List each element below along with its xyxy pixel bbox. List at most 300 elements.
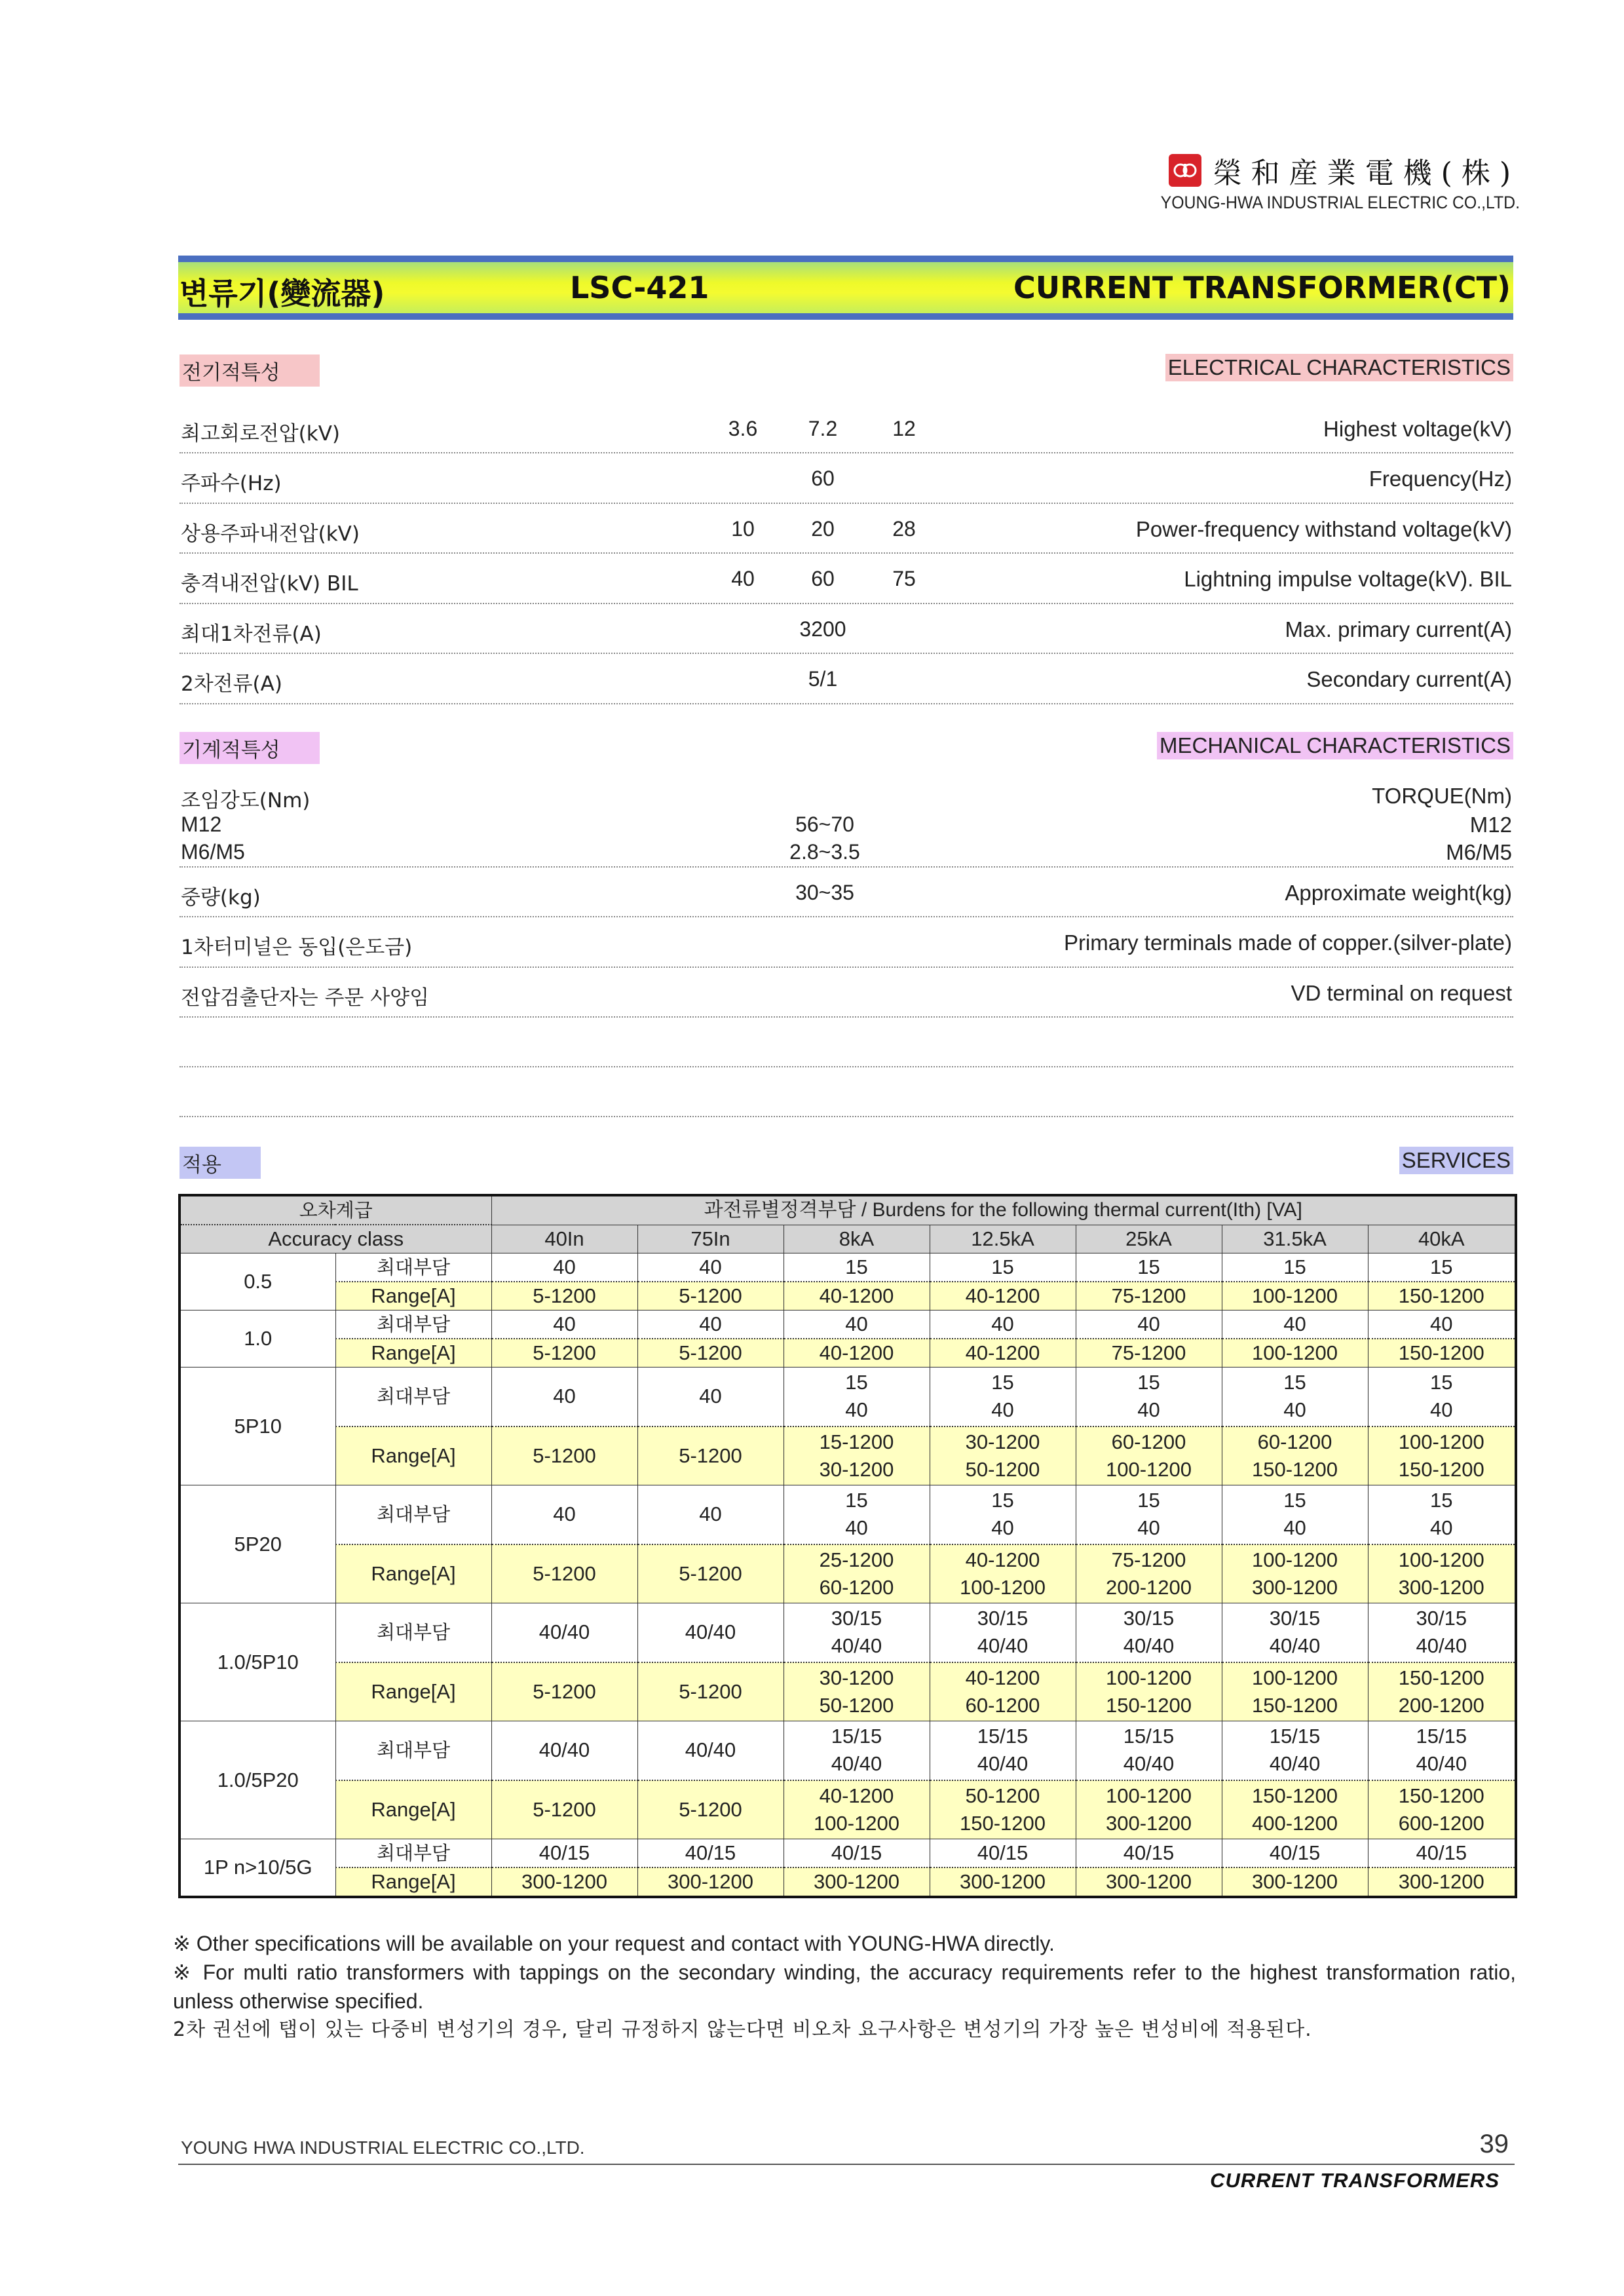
burden-cell [637,1253,784,1282]
table-cell-line: 5-1200 [679,1444,742,1467]
burden-cell [637,1603,784,1662]
burden-cell [930,1253,1076,1282]
spec-label-en: Lightning impulse voltage(kV). BIL [1184,567,1512,591]
table-cell-line: 40 [1283,1516,1306,1540]
range-cell [1076,1780,1222,1839]
range-label: Range[A] [335,1780,491,1839]
electrical-label-kr: 전기적특성 [179,354,320,387]
burden-cell [1076,1368,1222,1426]
table-cell-line: 40/40 [1416,1752,1467,1776]
burden-cell [1222,1485,1368,1544]
table-cell-line: 40-1200 [965,1548,1040,1571]
spec-row-highest-voltage [179,406,1513,453]
burden-cell [930,1485,1076,1544]
header-column: 31.5kA [1222,1225,1368,1253]
table-cell-line: 60-1200 [819,1575,894,1599]
table-cell-line: 30/15 [1269,1607,1321,1630]
spec-row-empty [179,1018,1513,1067]
table-row-range [179,1544,1516,1603]
spec-value: 20 [811,517,835,541]
services-label-en: SERVICES [1399,1147,1513,1174]
table-cell-line: 300-1200 [521,1870,607,1893]
burden-cell [1368,1485,1516,1544]
burden-cell [1368,1603,1516,1662]
terminal-label-en: Primary terminals made of copper.(silver-plate) [1063,930,1512,955]
burden-cell [930,1311,1076,1339]
weight-value: 30~35 [795,881,854,904]
burden-cell [491,1311,637,1339]
burden-cell [637,1368,784,1426]
burden-cell [491,1839,637,1868]
table-cell-line: 300-1200 [1105,1870,1192,1893]
table-cell-line: 40 [1283,1312,1306,1335]
spec-value: 12 [892,417,916,440]
table-cell-line: 15 [845,1255,868,1278]
table-cell-line: 15-1200 [819,1430,894,1453]
page-number: 39 [1479,2130,1509,2158]
torque-label-kr: 조임강도(Nm) [181,789,311,813]
burden-cell [1076,1253,1222,1282]
table-cell-line: 100-1200 [1105,1457,1192,1481]
table-cell-line: 40 [699,1385,722,1408]
table-cell-line: 40 [845,1398,868,1422]
burden-cell [784,1839,930,1868]
burden-cell [1368,1721,1516,1780]
burden-cell [1076,1603,1222,1662]
table-cell-line: 100-1200 [1105,1666,1192,1689]
spec-value: 60 [811,467,835,490]
range-cell [784,1339,930,1368]
spec-row-primary-terminal [179,917,1513,968]
table-cell-line: 40 [845,1312,868,1335]
table-cell-line: 150-1200 [1398,1784,1484,1807]
table-cell-line: 150-1200 [1251,1693,1338,1717]
burden-cell [1222,1839,1368,1868]
range-cell [930,1867,1076,1897]
range-cell [784,1662,930,1721]
note-1: ※ Other specifications will be available on your request and contact with YOUNG-HWA directly. [173,1932,1055,1955]
burden-cell [930,1839,1076,1868]
range-cell [637,1780,784,1839]
range-cell [1222,1662,1368,1721]
range-label: Range[A] [335,1867,491,1897]
table-cell-line: 5-1200 [533,1341,596,1364]
table-cell-line: 40 [1430,1516,1453,1540]
company-name-row [1107,149,1520,191]
spec-row-vd-terminal [179,968,1513,1018]
table-cell-line: 15 [845,1489,868,1512]
note-3: 2차 권선에 탭이 있는 다중비 변성기의 경우, 달리 규정하지 않는다면 비오차 요구사항은 변성기의 가장 높은 변성비에 적용된다. [173,2018,1312,2041]
table-cell-line: 40-1200 [819,1341,894,1364]
spec-value: 5/1 [808,667,838,691]
burden-cell [784,1253,930,1282]
table-cell-line: 15/15 [1269,1725,1321,1748]
spec-value: 7.2 [808,417,838,440]
table-row-burden [179,1368,1516,1426]
table-cell-line: 40 [991,1516,1014,1540]
max-burden-label: 최대부담 [335,1603,491,1662]
spec-label-kr: 2차전류(A) [181,672,282,696]
table-cell-line: 40/40 [1123,1634,1175,1658]
table-cell-line: 300-1200 [1251,1575,1338,1599]
range-cell [491,1544,637,1603]
range-cell [637,1282,784,1311]
table-header-row [179,1225,1516,1253]
range-cell [1368,1867,1516,1897]
note-2: ※ For multi ratio transformers with tappings on the secondary winding, the accuracy requirements refer to the highest transformation ratio, unless otherwise specified. [173,1961,1516,2013]
burden-cell [1222,1311,1368,1339]
range-label: Range[A] [335,1282,491,1311]
range-label: Range[A] [335,1426,491,1485]
table-cell-line: 75-1200 [1111,1341,1186,1364]
torque-m6-label-right: M6/M5 [1446,840,1512,864]
table-cell-line: 40 [845,1516,868,1540]
burden-cell [1222,1368,1368,1426]
vd-label-en: VD terminal on request [1291,981,1512,1005]
table-cell-line: 5-1200 [679,1561,742,1585]
title-band-bottom-stripe [178,313,1513,320]
table-cell-line: 40/40 [1269,1634,1321,1658]
torque-m12-label-right: M12 [1469,813,1512,837]
spec-row-impulse-voltage [179,554,1513,604]
table-cell-line: 30/15 [1123,1607,1175,1630]
burden-cell [1368,1311,1516,1339]
header-column: 8kA [784,1225,930,1253]
table-cell-line: 15 [1430,1371,1453,1394]
table-cell-line: 5-1200 [679,1679,742,1703]
burden-cell [1076,1839,1222,1868]
terminal-label-kr: 1차터미널은 동입(은도금) [181,936,413,959]
footer-section-title: CURRENT TRANSFORMERS [1210,2169,1500,2192]
vd-label-kr: 전압검출단자는 주문 사양임 [181,986,430,1010]
spec-label-en: Highest voltage(kV) [1323,417,1512,441]
table-cell-line: 150-1200 [1398,1284,1484,1307]
table-cell-line: 150-1200 [1398,1666,1484,1689]
table-header-row [179,1195,1516,1225]
range-cell [930,1426,1076,1485]
table-cell-line: 200-1200 [1398,1693,1484,1717]
burden-cell [491,1603,637,1662]
table-cell-line: 100-1200 [1251,1666,1338,1689]
table-cell-line: 40 [1137,1516,1160,1540]
table-cell-line: 30/15 [1416,1607,1467,1630]
table-cell-line: 40 [1137,1398,1160,1422]
spec-row-frequency [179,453,1513,504]
table-cell-line: 5-1200 [679,1797,742,1821]
table-cell-line: 40 [699,1502,722,1526]
range-cell [491,1426,637,1485]
notes [173,1929,1516,2044]
burden-cell [1076,1721,1222,1780]
table-cell-line: 40/15 [831,1841,882,1864]
range-cell [1222,1544,1368,1603]
range-cell [1076,1544,1222,1603]
burden-cell [1222,1253,1368,1282]
spec-label-kr: 주파수(Hz) [181,472,282,495]
table-cell-line: 100-1200 [1251,1284,1338,1307]
accuracy-class-name: 1.0/5P20 [179,1721,335,1839]
range-cell [930,1662,1076,1721]
burden-cell [491,1368,637,1426]
table-cell-line: 40 [553,1502,576,1526]
footer-divider [178,2164,1515,2165]
mechanical-label-en: MECHANICAL CHARACTERISTICS [1157,732,1513,759]
table-cell-line: 15 [845,1371,868,1394]
accuracy-class-name: 5P10 [179,1368,335,1485]
spec-value: 3200 [799,617,846,641]
table-cell-line: 300-1200 [959,1870,1046,1893]
table-cell-line: 15 [991,1255,1014,1278]
burden-cell [784,1603,930,1662]
title-model: LSC-421 [570,270,709,305]
company-header [1107,149,1520,213]
table-cell-line: 40/40 [831,1634,882,1658]
range-cell [784,1780,930,1839]
max-burden-label: 최대부담 [335,1839,491,1868]
burden-table [178,1194,1517,1898]
table-cell-line: 15/15 [831,1725,882,1748]
table-row-range [179,1780,1516,1839]
range-cell [930,1780,1076,1839]
table-row-burden [179,1721,1516,1780]
header-accuracy-class-en: Accuracy class [179,1225,491,1253]
table-cell-line: 100-1200 [1251,1548,1338,1571]
table-cell-line: 40/15 [1123,1841,1175,1864]
range-cell [637,1867,784,1897]
table-cell-line: 5-1200 [533,1561,596,1585]
table-cell-line: 300-1200 [1398,1575,1484,1599]
table-cell-line: 15 [1283,1371,1306,1394]
spec-label-kr: 최고회로전압(kV) [181,422,341,446]
spec-value: 75 [892,567,916,590]
table-cell-line: 5-1200 [679,1284,742,1307]
range-cell [1076,1282,1222,1311]
range-label: Range[A] [335,1662,491,1721]
header-column: 12.5kA [930,1225,1076,1253]
table-cell-line: 40/15 [538,1841,590,1864]
range-cell [491,1339,637,1368]
burden-cell [1222,1603,1368,1662]
max-burden-label: 최대부담 [335,1311,491,1339]
burden-cell [1222,1721,1368,1780]
table-row-burden [179,1311,1516,1339]
table-cell-line: 5-1200 [533,1797,596,1821]
young-hwa-logo-icon [1169,154,1201,187]
burden-cell [491,1253,637,1282]
torque-m6-value: 2.8~3.5 [789,840,860,864]
table-cell-line: 5-1200 [533,1284,596,1307]
table-row-burden [179,1839,1516,1868]
max-burden-label: 최대부담 [335,1253,491,1282]
burden-cell [930,1721,1076,1780]
header-column: 40In [491,1225,637,1253]
accuracy-class-name: 1.0/5P10 [179,1603,335,1721]
table-cell-line: 40 [991,1398,1014,1422]
table-cell-line: 40 [699,1312,722,1335]
range-cell [1368,1544,1516,1603]
weight-label-kr: 중량(kg) [181,886,261,909]
table-cell-line: 50-1200 [965,1784,1040,1807]
header-column: 25kA [1076,1225,1222,1253]
range-cell [784,1426,930,1485]
burden-cell [930,1368,1076,1426]
title-band [178,256,1513,320]
range-cell [491,1282,637,1311]
max-burden-label: 최대부담 [335,1721,491,1780]
burden-cell [1076,1311,1222,1339]
table-cell-line: 15 [1283,1255,1306,1278]
table-cell-line: 40/40 [977,1752,1029,1776]
table-cell-line: 40 [553,1312,576,1335]
range-cell [1222,1339,1368,1368]
range-cell [491,1780,637,1839]
table-cell-line: 30/15 [831,1607,882,1630]
table-cell-line: 40/15 [977,1841,1029,1864]
range-cell [1222,1780,1368,1839]
table-cell-line: 30-1200 [965,1430,1040,1453]
table-cell-line: 40-1200 [965,1284,1040,1307]
range-cell [1368,1339,1516,1368]
range-cell [1368,1662,1516,1721]
range-cell [491,1662,637,1721]
range-cell [637,1544,784,1603]
table-row-range [179,1339,1516,1368]
range-cell [1222,1867,1368,1897]
burden-cell [1368,1839,1516,1868]
burden-cell [784,1368,930,1426]
range-cell [637,1662,784,1721]
table-cell-line: 15 [1430,1255,1453,1278]
burden-cell [1368,1253,1516,1282]
table-cell-line: 75-1200 [1111,1284,1186,1307]
burden-cell [784,1311,930,1339]
range-cell [1368,1426,1516,1485]
burden-cell [637,1839,784,1868]
spec-value: 60 [811,567,835,590]
max-burden-label: 최대부담 [335,1368,491,1426]
table-cell-line: 100-1200 [1398,1548,1484,1571]
table-cell-line: 40 [699,1255,722,1278]
table-cell-line: 300-1200 [1105,1811,1192,1835]
torque-m6-label: M6/M5 [181,840,245,864]
table-cell-line: 40/15 [1416,1841,1467,1864]
spec-label-kr: 최대1차전류(A) [181,622,322,646]
table-cell-line: 40-1200 [965,1666,1040,1689]
table-cell-line: 40 [1137,1312,1160,1335]
table-cell-line: 150-1200 [1398,1341,1484,1364]
title-korean: 변류기(變流器) [179,276,385,311]
table-cell-line: 200-1200 [1105,1575,1192,1599]
range-cell [1222,1282,1368,1311]
accuracy-class-name: 1P n>10/5G [179,1839,335,1898]
table-cell-line: 40/40 [1123,1752,1175,1776]
table-row-range [179,1662,1516,1721]
spec-row-torque [179,778,1513,868]
table-cell-line: 75-1200 [1111,1548,1186,1571]
spec-row-max-primary-current [179,604,1513,654]
spec-label-kr: 상용주파내전압(kV) [181,522,360,546]
spec-row-secondary-current [179,654,1513,704]
spec-value: 28 [892,517,916,541]
table-cell-line: 40-1200 [965,1341,1040,1364]
burden-cell [637,1721,784,1780]
table-cell-line: 30-1200 [819,1457,894,1481]
burden-cell [637,1311,784,1339]
torque-m12-label: M12 [181,813,222,836]
table-cell-line: 150-1200 [1251,1457,1338,1481]
range-cell [1368,1282,1516,1311]
spec-label-en: Frequency(Hz) [1369,467,1512,491]
table-cell-line: 100-1200 [959,1575,1046,1599]
table-row-burden [179,1253,1516,1282]
range-cell [1076,1339,1222,1368]
table-cell-line: 300-1200 [1251,1870,1338,1893]
range-cell [1076,1426,1222,1485]
table-cell-line: 5-1200 [533,1679,596,1703]
table-cell-line: 300-1200 [813,1870,899,1893]
table-cell-line: 60-1200 [1257,1430,1332,1453]
torque-m12-value: 56~70 [795,813,854,836]
range-cell [784,1544,930,1603]
table-cell-line: 100-1200 [1251,1341,1338,1364]
table-row-burden [179,1485,1516,1544]
range-cell [1076,1662,1222,1721]
table-row-burden [179,1603,1516,1662]
burden-cell [491,1721,637,1780]
table-row-range [179,1867,1516,1897]
range-label: Range[A] [335,1544,491,1603]
table-cell-line: 40 [991,1312,1014,1335]
table-cell-line: 150-1200 [1251,1784,1338,1807]
table-cell-line: 40/40 [685,1620,736,1644]
spec-value: 10 [731,517,755,541]
title-english: CURRENT TRANSFORMER(CT) [1013,270,1511,305]
table-cell-line: 100-1200 [813,1811,899,1835]
table-cell-line: 40/40 [1416,1634,1467,1658]
range-cell [637,1339,784,1368]
table-cell-line: 15/15 [1416,1725,1467,1748]
range-cell [930,1544,1076,1603]
table-cell-line: 5-1200 [679,1341,742,1364]
table-cell-line: 150-1200 [1398,1457,1484,1481]
table-cell-line: 40/15 [1269,1841,1321,1864]
burden-cell [784,1721,930,1780]
electrical-label-en: ELECTRICAL CHARACTERISTICS [1165,354,1513,381]
table-cell-line: 40-1200 [819,1284,894,1307]
table-cell-line: 15 [991,1371,1014,1394]
header-column: 40kA [1368,1225,1516,1253]
spec-row-empty [179,1067,1513,1117]
max-burden-label: 최대부담 [335,1485,491,1544]
table-cell-line: 15/15 [1123,1725,1175,1748]
table-cell-line: 40/40 [538,1620,590,1644]
table-cell-line: 30-1200 [819,1666,894,1689]
table-cell-line: 40 [553,1385,576,1408]
burden-cell [637,1485,784,1544]
spec-label-kr: 충격내전압(kV) BIL [181,572,358,596]
table-cell-line: 100-1200 [1105,1784,1192,1807]
table-row-range [179,1282,1516,1311]
spec-row-weight [179,868,1513,917]
table-cell-line: 150-1200 [959,1811,1046,1835]
spec-label-en: Secondary current(A) [1306,667,1512,691]
table-cell-line: 40-1200 [819,1784,894,1807]
burden-cell [491,1485,637,1544]
table-cell-line: 300-1200 [667,1870,753,1893]
range-cell [491,1867,637,1897]
spec-label-en: Power-frequency withstand voltage(kV) [1135,517,1512,541]
company-name-chinese: 榮和産業電機(株) [1213,157,1520,190]
